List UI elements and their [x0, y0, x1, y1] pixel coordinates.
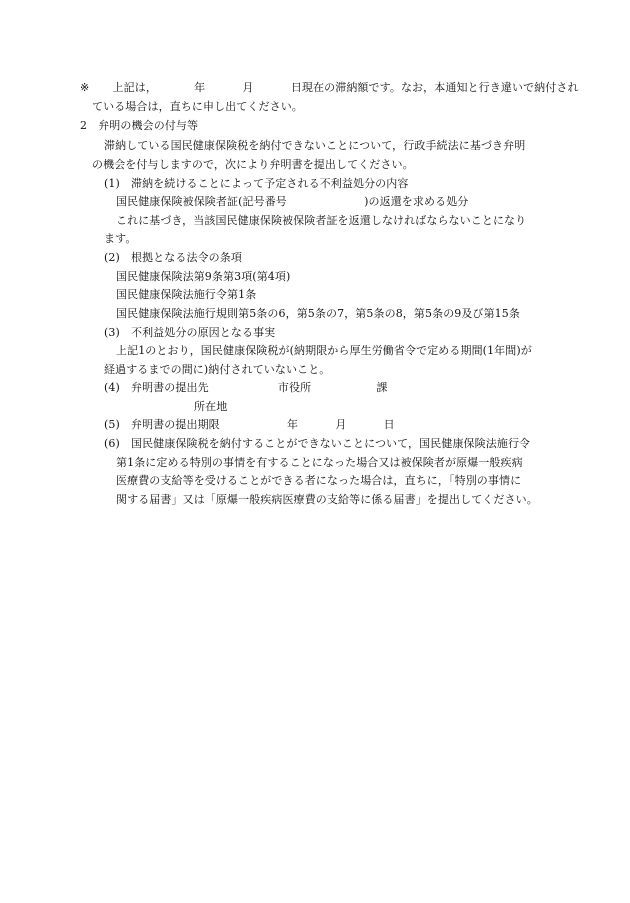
- notice-month: 月: [242, 81, 254, 94]
- notice-year: 年: [194, 81, 206, 94]
- notice-line-2-text: ている場合は，直ちに申し出てください。: [92, 100, 303, 113]
- item-3-line-1: 上記1のとおり，国民健康保険税が(納期限から厚生労働省令で定める期間(1年間)が: [116, 344, 532, 357]
- item-2-law-1: 国民健康保険法第9条第3項(第4項): [116, 270, 291, 283]
- item-3-line-2: 経過するまでの間に)納付されていないこと。: [104, 363, 331, 376]
- item-1-line-2: これに基づき，当該国民健康保険被保険者証を返還しなければならないことになり: [116, 214, 527, 227]
- section-2-intro-1: 滞納している国民健康保険税を納付できないことについて，行政手続法に基づき弁明: [104, 139, 526, 152]
- notice-mark: ※: [80, 81, 90, 94]
- item-1-line-1-post: )の返還を求める処分: [364, 195, 469, 208]
- item-1-line-3: ます。: [104, 232, 137, 245]
- notice-line-2: [92, 98, 303, 115]
- item-3-title: (3) 不利益処分の原因となる事実: [104, 326, 276, 339]
- item-1-line-1-pre: 国民健康保険被保険者証(記号番号: [116, 195, 287, 208]
- section-2-intro-2: の機会を付与しますので，次により弁明書を提出してください。: [92, 158, 414, 171]
- item-5-month: 月: [335, 418, 347, 431]
- item-1-line-1: [116, 193, 468, 210]
- item-5-year: 年: [287, 418, 299, 431]
- item-1-title: (1) 滞納を続けることによって予定される不利益処分の内容: [104, 177, 409, 190]
- item-5-title: (5) 弁明書の提出期限: [104, 418, 220, 431]
- item-4-title: (4) 弁明書の提出先: [104, 381, 209, 394]
- section-2-heading: 2 弁明の機会の付与等: [80, 119, 199, 132]
- item-5-day: 日: [383, 418, 395, 431]
- item-2-title: (2) 根拠となる法令の条項: [104, 251, 242, 264]
- notice-text-post: 日現在の滞納額です。なお，本通知と行き違いで納付され: [290, 81, 579, 94]
- item-6-line-1: (6) 国民健康保険税を納付することができないことについて，国民健康保険法施行令: [104, 437, 531, 450]
- item-4-office: 市役所: [277, 381, 312, 394]
- item-6-line-2: 第1条に定める特別の事情を有することになった場合又は被保険者が原爆一般疾病: [116, 456, 523, 469]
- item-6-line-4: 関する届書」又は「原爆一般疾病医療費の支給等に係る届書」を提出してください。: [116, 493, 538, 506]
- item-2-law-3: 国民健康保険法施行規則第5条の6，第5条の7，第5条の8，第5条の9及び第15条: [116, 307, 520, 320]
- item-4-address-label: 所在地: [194, 400, 228, 413]
- item-2-law-2: 国民健康保険法施行令第1条: [116, 288, 257, 301]
- item-6-line-3: 医療費の支給等を受けることができる者になった場合は，直ちに，「特別の事情に: [116, 474, 522, 487]
- notice-text-pre: 上記は，: [112, 81, 157, 94]
- item-4-row: [104, 379, 388, 396]
- item-4-section: 課: [376, 381, 388, 394]
- item-5-row: [104, 416, 395, 433]
- notice-line-1: [80, 79, 579, 96]
